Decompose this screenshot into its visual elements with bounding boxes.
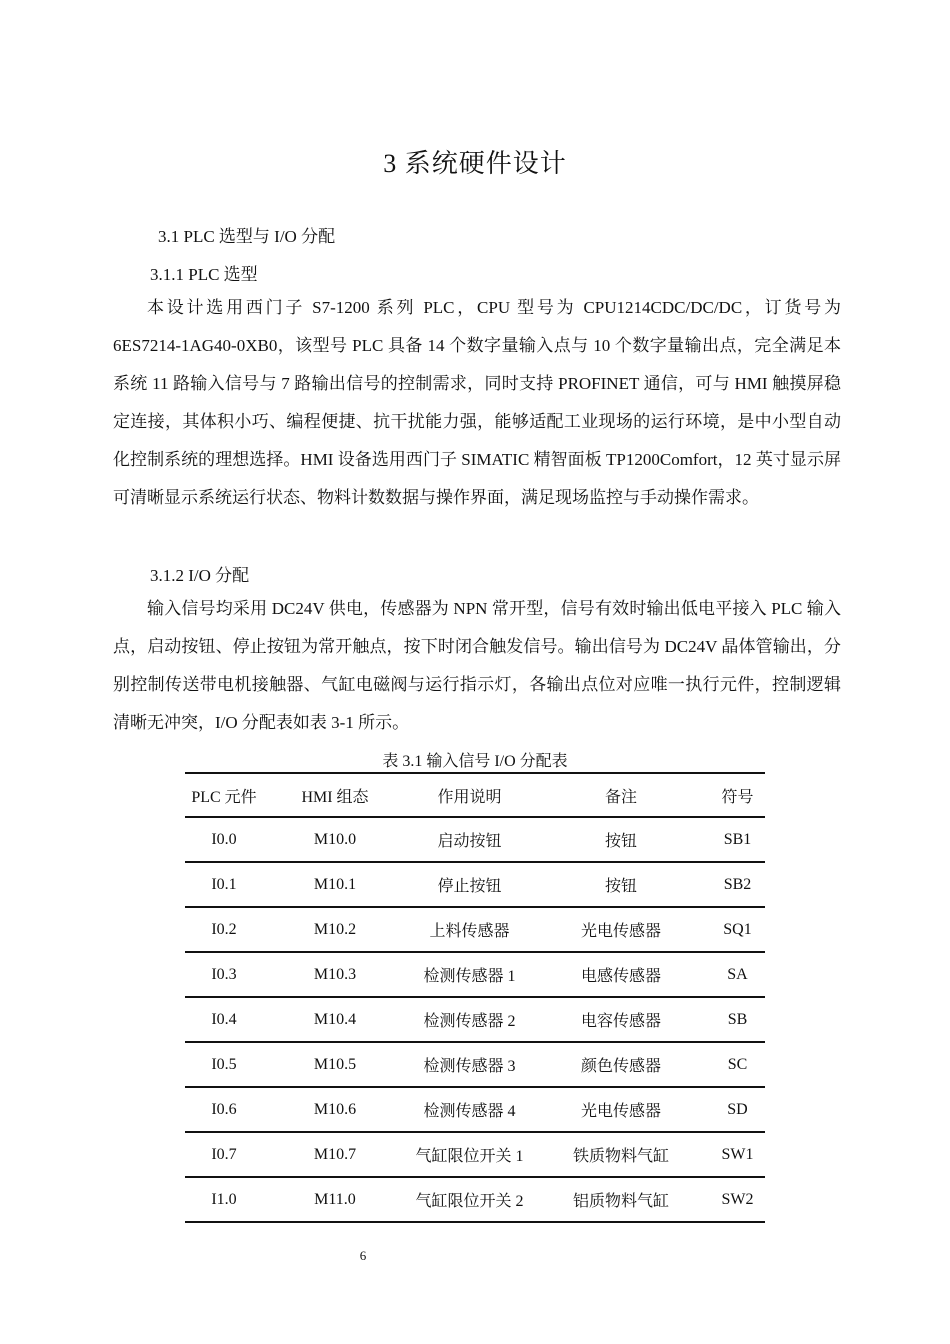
cell-symbol: SB2 [710,862,765,907]
cell-plc: I0.0 [185,817,263,862]
cell-remark: 颜色传感器 [532,1042,710,1087]
cell-function: 启动按钮 [407,817,532,862]
cell-function: 检测传感器 3 [407,1042,532,1087]
cell-plc: I0.4 [185,997,263,1042]
cell-plc: I0.1 [185,862,263,907]
header-symbol: 符号 [710,773,765,817]
section-heading-3-1-2: 3.1.2 I/O 分配 [150,566,250,585]
cell-function: 检测传感器 1 [407,952,532,997]
cell-plc: I1.0 [185,1177,263,1222]
header-hmi-config: HMI 组态 [263,773,407,817]
table-row [185,952,765,997]
cell-remark: 铁质物料气缸 [532,1132,710,1177]
cell-plc: I0.2 [185,907,263,952]
cell-hmi: M10.7 [263,1132,407,1177]
cell-plc: I0.5 [185,1042,263,1087]
paragraph-plc-selection: 本设计选用西门子 S7-1200 系列 PLC，CPU 型号为 CPU1214CDC/DC/DC，订货号为 6ES7214-1AG40-0XB0，该型号 PLC 具备 14 个数字量输入点与 10 个数字量输出点，完全满足本系统 11 路输入信号与 7 路输出信号的控制需求，同时支持 PROFINET 通信，可与 HMI 触摸屏稳定连接，其体积小巧、编程便捷、抗干扰能力强，能够适配工业现场的运行环境，是中小型自动化控制系统的理想选择。HMI 设备选用西门子 SIMATIC 精智面板 TP1200Comfort，12 英寸显示屏可清晰显示系统运行状态、物料计数数据与操作界面，满足现场监控与手动操作需求。 [113,298,841,507]
cell-symbol: SD [710,1087,765,1132]
cell-symbol: SW1 [710,1132,765,1177]
table-row [185,997,765,1042]
page-number: 6 [359,1248,367,1263]
section-heading-3-1-1: 3.1.1 PLC 选型 [150,265,258,284]
cell-function: 气缸限位开关 1 [407,1132,532,1177]
cell-symbol: SW2 [710,1177,765,1222]
header-plc-element: PLC 元件 [185,773,263,817]
cell-hmi: M10.1 [263,862,407,907]
table-header-row [185,773,765,817]
cell-function: 停止按钮 [407,862,532,907]
cell-hmi: M10.3 [263,952,407,997]
table-caption: 表 3.1 输入信号 I/O 分配表 [382,753,568,770]
cell-remark: 光电传感器 [532,907,710,952]
paragraph-io-allocation: 输入信号均采用 DC24V 供电，传感器为 NPN 常开型，信号有效时输出低电平接入 PLC 输入点，启动按钮、停止按钮为常开触点，按下时闭合触发信号。输出信号为 DC24V 晶体管输出，分别控制传送带电机接触器、气缸电磁阀与运行指示灯，各输出点位对应唯一执行元件，控制逻辑清晰无冲突，I/O 分配表如表 3-1 所示。 [113,599,841,732]
cell-symbol: SA [710,952,765,997]
table-row [185,1087,765,1132]
table-row [185,862,765,907]
cell-symbol: SB [710,997,765,1042]
cell-function: 检测传感器 2 [407,997,532,1042]
table-row [185,1042,765,1087]
section-heading-3-1: 3.1 PLC 选型与 I/O 分配 [158,227,336,246]
header-remark: 备注 [532,773,710,817]
cell-remark: 电容传感器 [532,997,710,1042]
cell-remark: 铝质物料气缸 [532,1177,710,1222]
cell-remark: 按钮 [532,817,710,862]
cell-function: 检测传感器 4 [407,1087,532,1132]
table-row [185,907,765,952]
cell-plc: I0.7 [185,1132,263,1177]
cell-function: 气缸限位开关 2 [407,1177,532,1222]
table-row [185,1132,765,1177]
chapter-title: 3 系统硬件设计 [383,149,567,178]
cell-symbol: SC [710,1042,765,1087]
cell-hmi: M10.4 [263,997,407,1042]
cell-remark: 按钮 [532,862,710,907]
cell-hmi: M11.0 [263,1177,407,1222]
cell-hmi: M10.6 [263,1087,407,1132]
header-function: 作用说明 [407,773,532,817]
cell-hmi: M10.2 [263,907,407,952]
table-row [185,817,765,862]
cell-hmi: M10.5 [263,1042,407,1087]
cell-remark: 光电传感器 [532,1087,710,1132]
cell-plc: I0.6 [185,1087,263,1132]
cell-plc: I0.3 [185,952,263,997]
cell-symbol: SB1 [710,817,765,862]
cell-function: 上料传感器 [407,907,532,952]
cell-hmi: M10.0 [263,817,407,862]
table-row [185,1177,765,1222]
cell-symbol: SQ1 [710,907,765,952]
io-allocation-table [185,772,765,1223]
cell-remark: 电感传感器 [532,952,710,997]
